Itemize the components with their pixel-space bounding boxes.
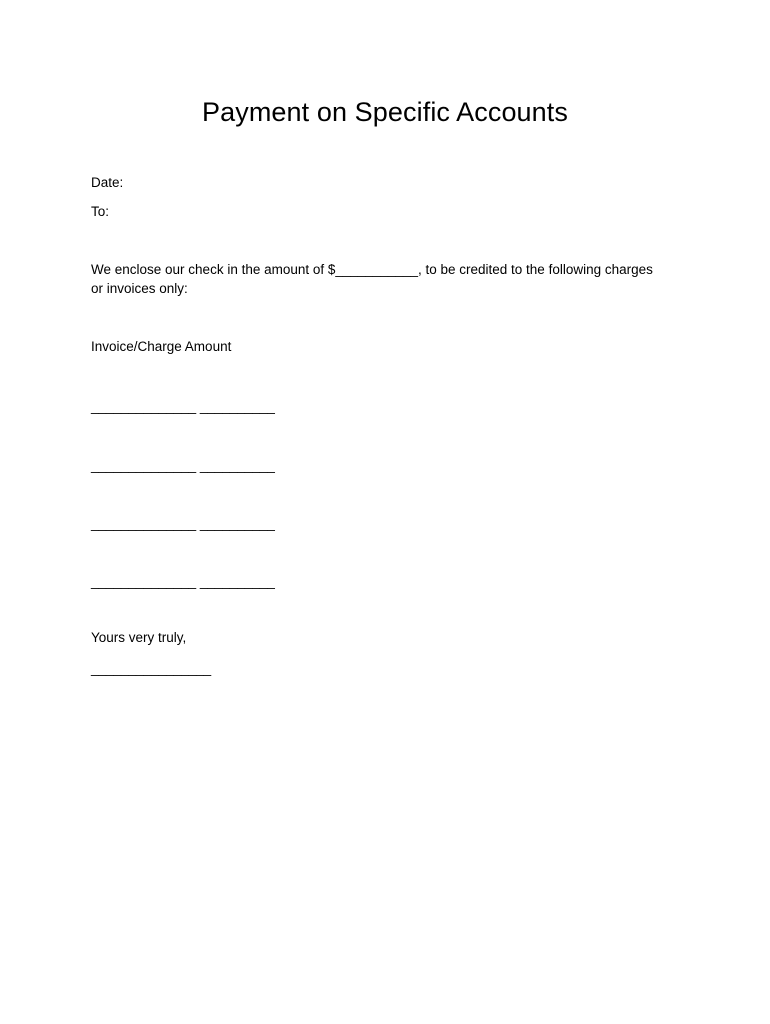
- table-header: Invoice/Charge Amount: [91, 339, 232, 354]
- body-paragraph: We enclose our check in the amount of $___________, to be credited to the following charges or invoices only:: [91, 262, 653, 296]
- blank-row: ______________ __________: [91, 574, 275, 589]
- blank-row: ______________ __________: [91, 458, 275, 473]
- to-label: To:: [91, 204, 110, 219]
- closing-text: Yours very truly,: [91, 630, 187, 645]
- document-title: Payment on Specific Accounts: [202, 97, 568, 127]
- date-label: Date:: [91, 175, 124, 190]
- blank-row: ______________ __________: [91, 399, 275, 414]
- blank-row: ______________ __________: [91, 516, 275, 531]
- signature-line: ________________: [91, 661, 212, 676]
